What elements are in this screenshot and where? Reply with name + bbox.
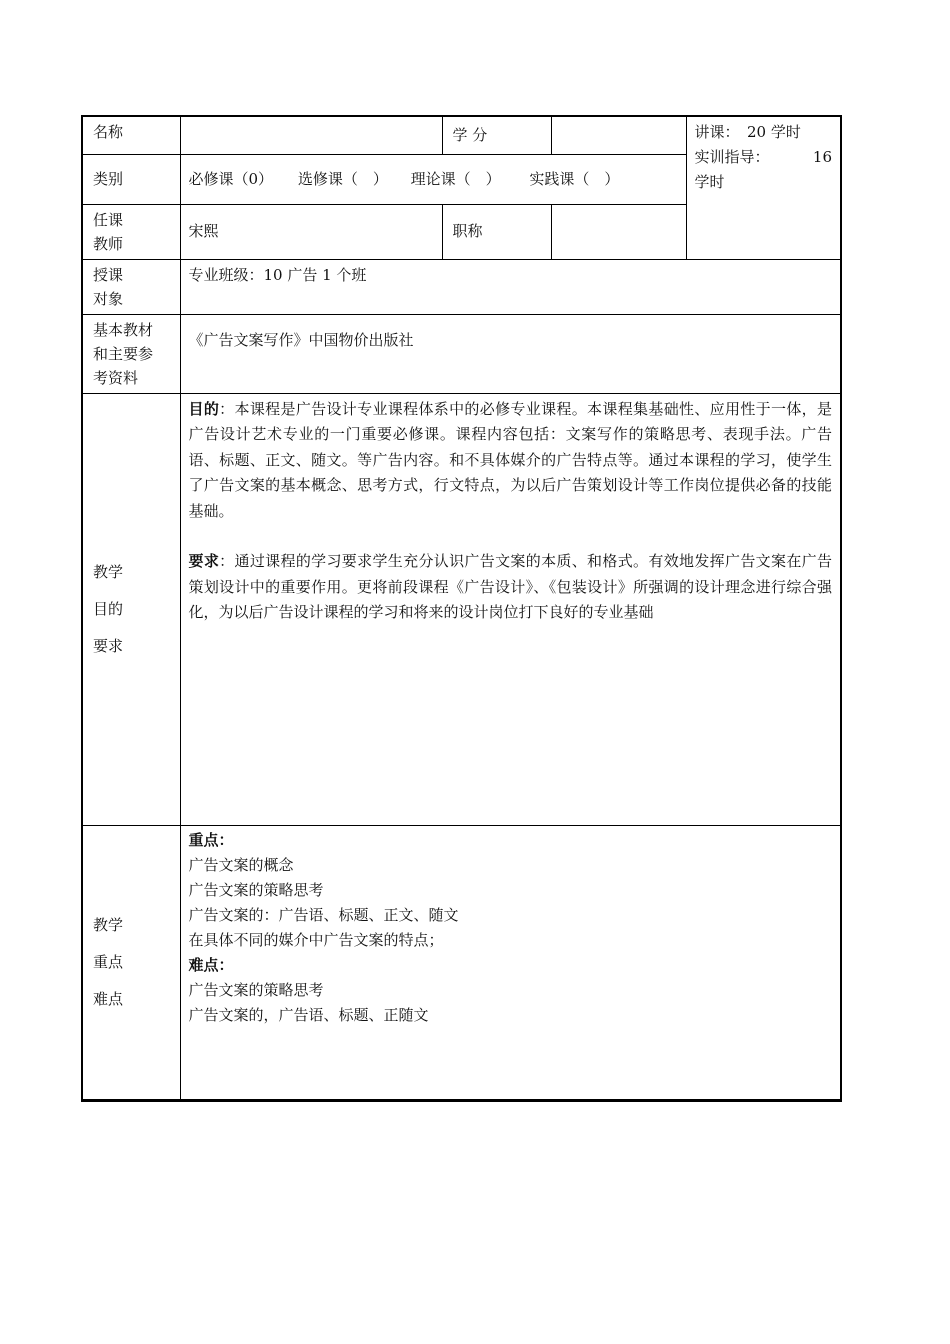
objective-label <box>82 393 180 825</box>
teacher-label-line1: 任课 <box>93 210 124 229</box>
hard-item: 广告文案的策略思考 <box>188 980 324 999</box>
keypoints-label <box>82 825 180 1100</box>
audience-label <box>82 259 180 314</box>
hours-cell <box>686 116 841 259</box>
name-label: 名称 <box>82 116 180 154</box>
credit-value <box>551 116 686 154</box>
keypoints-label-line1: 教学 <box>93 915 124 934</box>
title-label: 职称 <box>442 204 551 259</box>
audience-label-line2: 对象 <box>93 289 124 308</box>
hard-item: 广告文案的，广告语、标题、正随文 <box>188 1005 429 1024</box>
practice-hours-label: 实训指导： <box>694 148 770 166</box>
key-item: 在具体不同的媒介中广告文案的特点； <box>188 930 444 949</box>
practice-hours-unit: 学时 <box>694 173 725 191</box>
objective-content <box>180 393 841 825</box>
keypoints-label-line2: 重点 <box>93 952 124 971</box>
category-options <box>180 154 686 204</box>
objective-label-line1: 教学 <box>93 562 124 581</box>
option-theory: 理论课（ ） <box>410 169 501 188</box>
name-value <box>180 116 442 154</box>
option-practice: 实践课（ ） <box>529 169 620 188</box>
audience-label-line1: 授课 <box>93 265 124 284</box>
hard-title: 难点： <box>188 955 234 974</box>
paragraph-gap <box>189 524 833 549</box>
requirement-text: ：通过课程的学习要求学生充分认识广告文案的本质、和格式。有效地发挥广告文案在广告策划设计中的重要作用。更将前段课程《广告设计》、《包装设计》所强调的设计理念进行综合强化，为以后广告设计课程的学习和将来的设计岗位打下良好的专业基础 <box>188 552 832 621</box>
category-label: 类别 <box>82 154 180 204</box>
requirement-paragraph <box>189 549 833 626</box>
teacher-value: 宋熙 <box>180 204 442 259</box>
textbook-label-line1: 基本教材 <box>93 320 154 339</box>
lecture-hours: 讲课： 20 学时 <box>694 123 801 141</box>
textbook-label <box>82 314 180 393</box>
practice-hours <box>695 145 833 170</box>
purpose-text: ：本课程是广告设计专业课程体系中的必修专业课程。本课程集基础性、应用性于一体，是广告设计艺术专业的一门重要必修课。课程内容包括：文案写作的策略思考、表现手法。广告语、标题、正文、随文。等广告内容。和不具体媒介的广告特点等。通过本课程的学习，使学生了广告文案的基本概念、思考方式，行文特点，为以后广告策划设计等工作岗位提供必备的技能基础。 <box>188 399 832 520</box>
textbook-label-line3: 考资料 <box>93 368 139 387</box>
practice-hours-number: 16 <box>812 148 832 166</box>
purpose-keyword: 目的 <box>188 399 220 418</box>
purpose-paragraph <box>189 397 833 525</box>
keypoints-content <box>180 825 841 1100</box>
textbook-label-line2: 和主要参 <box>93 344 154 363</box>
teacher-label <box>82 204 180 259</box>
objective-label-line2: 目的 <box>93 599 124 618</box>
option-elective: 选修课（ ） <box>297 169 388 188</box>
option-required: 必修课（0） <box>188 169 274 188</box>
keypoints-label-line3: 难点 <box>93 989 124 1008</box>
textbook-value: 《广告文案写作》中国物价出版社 <box>180 314 841 393</box>
title-value <box>551 204 686 259</box>
key-title: 重点： <box>188 830 234 849</box>
key-item: 广告文案的策略思考 <box>188 880 324 899</box>
key-item: 广告文案的：广告语、标题、正文、随文 <box>188 905 459 924</box>
teacher-label-line2: 教师 <box>93 234 124 253</box>
key-item: 广告文案的概念 <box>188 855 294 874</box>
audience-value: 专业班级：10 广告 1 个班 <box>180 259 841 314</box>
course-info-table <box>81 115 842 1102</box>
objective-label-line3: 要求 <box>93 636 124 655</box>
credit-label: 学 分 <box>442 116 551 154</box>
requirement-keyword: 要求 <box>188 552 220 570</box>
